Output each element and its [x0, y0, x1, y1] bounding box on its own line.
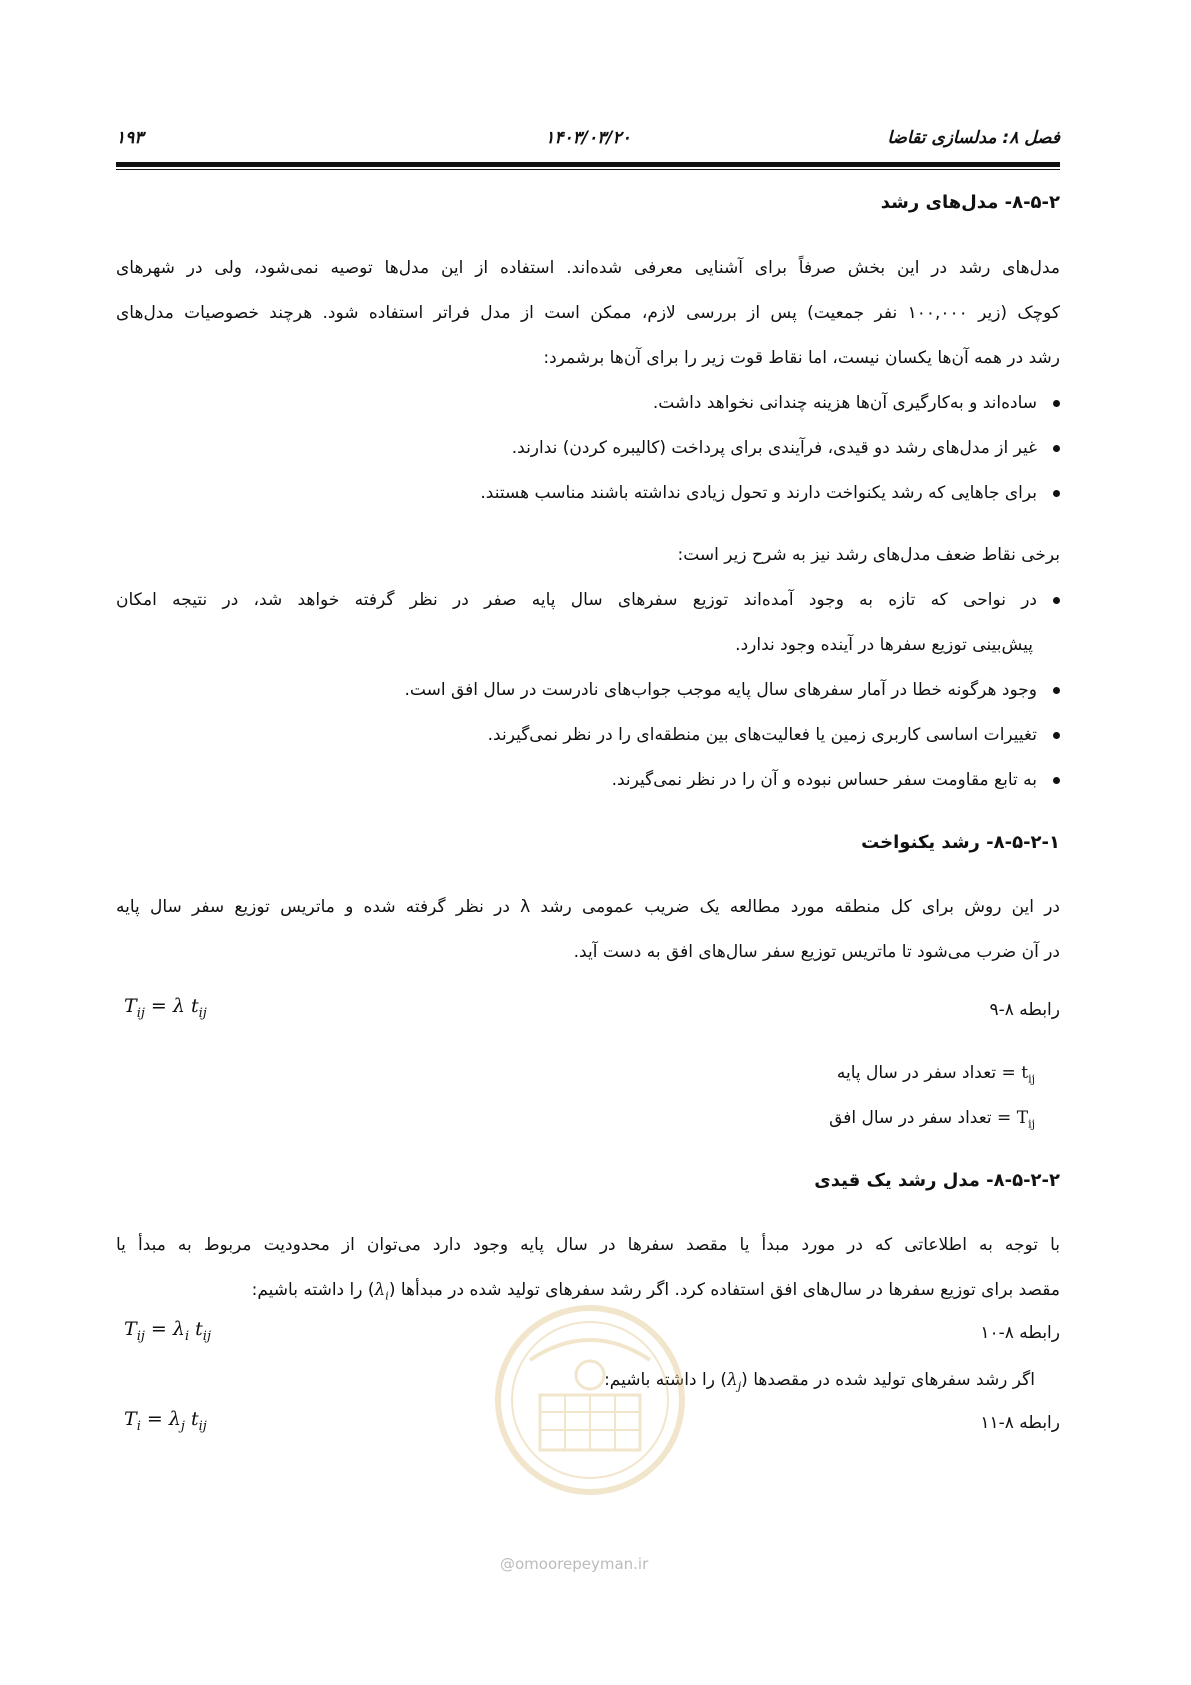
- bullet-icon: [1053, 777, 1060, 784]
- header-chapter-title: فصل ۸: مدلسازی تقاضا: [887, 128, 1060, 148]
- strength-item-2: [512, 438, 1060, 458]
- strength-item-text: غیر از مدل‌های رشد دو قیدی، فرآیندی برای پرداخت (کالیبره کردن) ندارند.: [511, 438, 1037, 458]
- strength-item-text: ساده‌اند و به‌کارگیری آن‌ها هزینه چندانی نخواهد داشت.: [652, 393, 1037, 413]
- strength-item-1: [653, 393, 1060, 413]
- weakness-item-text: تغییرات اساسی کاربری زمین یا فعالیت‌های بین منطقه‌ای را در نظر نمی‌گیرند.: [487, 725, 1037, 745]
- equation-text: $T_{ij} = \lambda$ $t_{ij}$: [124, 995, 207, 1021]
- intro-line-3: رشد در همه آن‌ها یکسان نیست، اما نقاط قوت زیر را برای آن‌ها برشمرد:: [543, 348, 1060, 368]
- definition-t-ij: $t_{ij}$ = تعداد سفر در سال پایه: [836, 1063, 1035, 1086]
- intro-line-1: مدل‌های رشد در این بخش صرفاً برای آشنایی معرفی شده‌اند. استفاده از این مدل‌ها توصیه نمی‌شود، ولی در شهرهای: [116, 258, 1060, 278]
- bullet-icon: [1053, 400, 1060, 407]
- section-heading-uniform-growth: ۸-۵-۲-۱- رشد یکنواخت: [861, 832, 1060, 853]
- weakness-item-1-continuation: پیش‌بینی توزیع سفرها در آینده وجود ندارد.: [735, 635, 1033, 655]
- bullet-icon: [1053, 445, 1060, 452]
- section-heading-single-constraint: ۸-۵-۲-۲- مدل رشد یک قیدی: [814, 1170, 1060, 1191]
- lambda-i-symbol: $\lambda_i$: [374, 1280, 389, 1303]
- bullet-icon: [1053, 597, 1060, 604]
- definition-t-text: تعداد سفر در سال پایه: [836, 1063, 997, 1083]
- single-line-1: با توجه به اطلاعاتی که در مورد مبدأ یا مقصد سفرها در سال پایه وجود دارد می‌توان از محدودیت مربوط به مبدأ یا: [116, 1235, 1060, 1255]
- strength-item-text: برای جاهایی که رشد یکنواخت دارند و تحول زیادی نداشته باشند مناسب هستند.: [480, 483, 1037, 503]
- relation-label-8-11: رابطه ۸-۱۱: [980, 1413, 1060, 1433]
- weakness-item-2: [405, 680, 1060, 700]
- symbol-t: $t_{ij}$: [1021, 1063, 1035, 1086]
- single-line-3: اگر رشد سفرهای تولید شده در مقصدها $(\lambda_j)$ را داشته باشیم:: [604, 1370, 1035, 1393]
- weakness-item-3: [488, 725, 1060, 745]
- watermark-url: @omoorepeyman.ir: [500, 1555, 649, 1573]
- relation-label-8-9: رابطه ۸-۹: [989, 1000, 1060, 1020]
- equation-8-10: [124, 1318, 211, 1344]
- watermark-logo-icon: [490, 1300, 690, 1500]
- header-rule-thick: [116, 162, 1060, 167]
- header-date: ۱۴۰۳/۰۳/۲۰: [545, 128, 631, 148]
- bullet-icon: [1053, 687, 1060, 694]
- section-heading-growth-models: ۸-۵-۲- مدل‌های رشد: [880, 192, 1060, 213]
- header-page-number: ۱۹۳: [116, 128, 144, 148]
- weakness-item-text: به تابع مقاومت سفر حساس نبوده و آن را در نظر نمی‌گیرند.: [611, 770, 1037, 790]
- bullet-icon: [1053, 732, 1060, 739]
- bullet-icon: [1053, 490, 1060, 497]
- intro-line-2: کوچک (زیر ۱۰۰,۰۰۰ نفر جمعیت) پس از بررسی لازم، ممکن است از مدل فراتر استفاده شود. هرچند خصوصیات مدل‌های: [116, 303, 1060, 323]
- strength-item-3: [480, 483, 1060, 503]
- definition-T-ij: $T_{ij}$ = تعداد سفر در سال افق: [829, 1108, 1035, 1131]
- equation-8-11: [124, 1408, 207, 1434]
- weakness-item-text: در نواحی که تازه به وجود آمده‌اند توزیع سفرهای سال پایه صفر در نظر گرفته خواهد شد، در نتیجه امکان: [116, 590, 1037, 610]
- weakness-item-1: [116, 590, 1060, 610]
- single-line-2: مقصد برای توزیع سفرها در سال‌های افق استفاده کرد. اگر رشد سفرهای تولید شده در مبدأها $(\lambda_i)$ را داشته باشیم:: [251, 1280, 1060, 1303]
- symbol-T: $T_{ij}$: [1016, 1108, 1035, 1131]
- weakness-item-4: [612, 770, 1060, 790]
- relation-label-8-10: رابطه ۸-۱۰: [980, 1323, 1060, 1343]
- definition-T-text: تعداد سفر در سال افق: [829, 1108, 992, 1128]
- equation-text: $T_i = \lambda_j$ $t_{ij}$: [124, 1408, 207, 1434]
- weakness-intro: برخی نقاط ضعف مدل‌های رشد نیز به شرح زیر است:: [677, 545, 1060, 565]
- equation-8-9: [124, 995, 207, 1021]
- uniform-line-2: در آن ضرب می‌شود تا ماتریس توزیع سفر سال‌های افق به دست آید.: [573, 942, 1060, 962]
- page-header: [116, 128, 1060, 158]
- uniform-line-1: در این روش برای کل منطقه مورد مطالعه یک ضریب عمومی رشد λ در نظر گرفته شده و ماتریس توزیع سفر سال پایه: [116, 897, 1061, 917]
- lambda-j-symbol: $\lambda_j$: [726, 1370, 742, 1393]
- weakness-item-text: وجود هرگونه خطا در آمار سفرهای سال پایه موجب جواب‌های نادرست در سال افق است.: [404, 680, 1037, 700]
- header-rule-thin: [116, 169, 1060, 170]
- equation-text: $T_{ij} = \lambda_i$ $t_{ij}$: [124, 1318, 211, 1344]
